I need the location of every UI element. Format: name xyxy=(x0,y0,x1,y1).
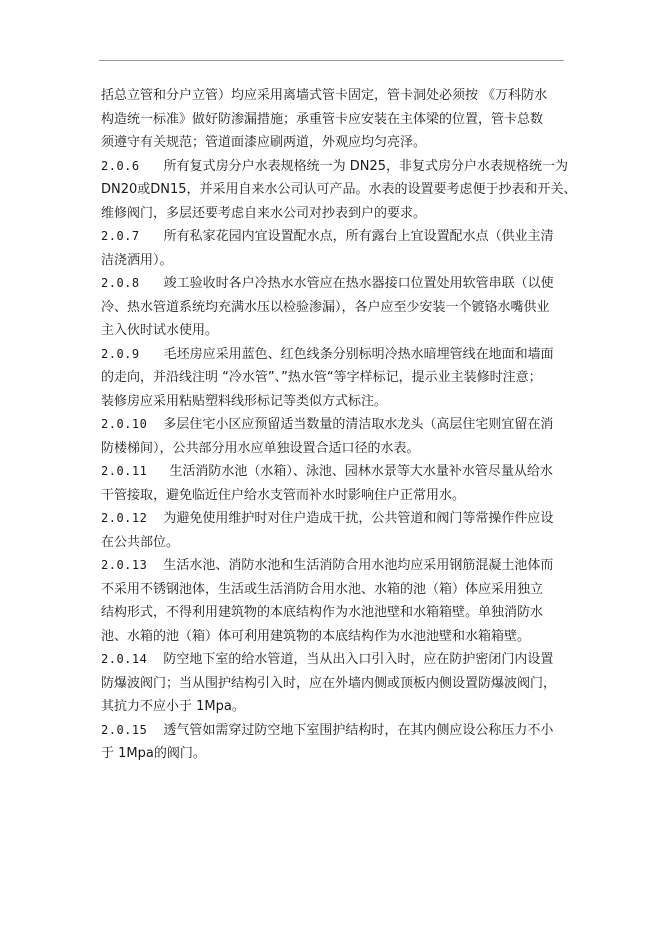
text-line: 所有复式房分户水表规格统一为 DN25，非复式房分户水表规格统一为 xyxy=(163,158,569,174)
clause-number: 2.0.9 xyxy=(101,346,140,361)
clause-2-0-6 xyxy=(101,155,577,226)
paragraph-continuation xyxy=(101,84,561,155)
text-line: 构造统一标准》做好防渗漏措施；承重管卡应安装在主体梁的位置，管卡总数 xyxy=(101,111,544,127)
text-line: 竣工验收时各户冷热水水管应在热水器接口位置处用软管串联（以使 xyxy=(163,276,554,291)
text-line: 透气管如需穿过防空地下室围护结构时，在其内侧应设公称压力不小 xyxy=(163,722,554,738)
text-line: 于 1Mpa的阀门。 xyxy=(101,746,206,761)
clause-number: 2.0.14 xyxy=(101,652,148,666)
clause-2-0-8 xyxy=(101,272,561,343)
text-line: 洁浇洒用）。 xyxy=(101,252,173,268)
text-line: 池、水箱的池（箱）体可利用建筑物的本底结构作为水池池壁和水箱箱壁。 xyxy=(101,628,531,644)
text-line: 所有私家花园内宜设置配水点，所有露台上宜设置配水点（供业主清 xyxy=(163,229,554,244)
clause-2-0-10 xyxy=(101,413,561,460)
text-line: 装修房应采用粘贴塑料线形标记等类似方式标注。 xyxy=(101,393,388,409)
text-line: 多层住宅小区应预留适当数量的清洁取水龙头（高层住宅则宜留在消 xyxy=(163,417,554,432)
clause-number: 2.0.8 xyxy=(101,276,140,290)
clause-2-0-14 xyxy=(101,648,561,719)
text-line: 冷、热水管道系统均充满水压以检验渗漏），各户应至少安装一个镀铬水嘴供业 xyxy=(101,299,550,315)
text-line: 干管接取，避免临近住户给水支管而补水时影响住户正常用水。 xyxy=(101,487,466,503)
text-line: 生活消防水池（水箱）、泳池、园林水景等大水量补水管尽量从给水 xyxy=(169,464,553,479)
text-line: 须遵守有关规范；管道面漆应刷两道，外观应均匀亮泽。 xyxy=(101,135,427,150)
clause-number: 2.0.10 xyxy=(101,417,148,431)
text-line: 在公共部位。 xyxy=(101,534,180,550)
text-line: 防爆波阀门；当从围护结构引入时，应在外墙内侧或顶板内侧设置防爆波阀门， xyxy=(101,675,557,691)
text-line: 防空地下室的给水管道，当从出入口引入时，应在防护密闭门内设置 xyxy=(163,652,554,667)
clause-2-0-7 xyxy=(101,225,561,272)
text-line: 其抗力不应小于 1Mpa。 xyxy=(101,699,245,714)
clause-2-0-12 xyxy=(101,507,561,554)
text-line: 不采用不锈钢池体，生活或生活消防合用水池、水箱的池（箱）体应采用独立 xyxy=(101,581,544,597)
clause-2-0-11 xyxy=(101,460,561,507)
clause-2-0-13 xyxy=(101,554,561,648)
clause-number: 2.0.12 xyxy=(101,511,148,525)
text-line: DN20或DN15，并采用自来水公司认可产品。水表的设置要考虑便于抄表和开关、 xyxy=(101,182,577,197)
document-body xyxy=(101,84,577,766)
clause-number: 2.0.6 xyxy=(101,158,140,173)
text-line: 生活水池、消防水池和生活消防合用水池均应采用钢筋混凝土池体而 xyxy=(163,558,554,573)
text-line: 结构形式，不得利用建筑物的本底结构作为水池池壁和水箱箱壁。单独消防水 xyxy=(101,605,544,620)
clause-2-0-15 xyxy=(101,719,561,766)
text-line: 毛坯房应采用蓝色、红色线条分别标明冷热水暗埋管线在地面和墙面 xyxy=(163,346,554,362)
clause-number: 2.0.7 xyxy=(101,229,140,243)
text-line: 为避免使用维护时对住户造成干扰，公共管道和阀门等常操作件应设 xyxy=(163,511,554,526)
clause-number: 2.0.13 xyxy=(101,558,148,572)
clause-number: 2.0.15 xyxy=(101,722,148,737)
text-line: 的走向，并沿线注明 “冷水管”、”热水管“等字样标记，提示业主装修时注意； xyxy=(101,370,542,385)
text-line: 维修阀门，多层还要考虑自来水公司对抄表到户的要求。 xyxy=(101,205,427,221)
text-line: 防楼梯间），公共部分用水应单独设置合适口径的水表。 xyxy=(101,440,420,456)
text-line: 主入伙时试水使用。 xyxy=(101,323,219,338)
text-line: 括总立管和分户立管）均应采用离墙式管卡固定，管卡洞处必须按 《万科防水 xyxy=(101,88,548,103)
header-rule xyxy=(99,60,564,61)
clause-2-0-9 xyxy=(101,343,561,414)
clause-number: 2.0.11 xyxy=(101,464,148,478)
